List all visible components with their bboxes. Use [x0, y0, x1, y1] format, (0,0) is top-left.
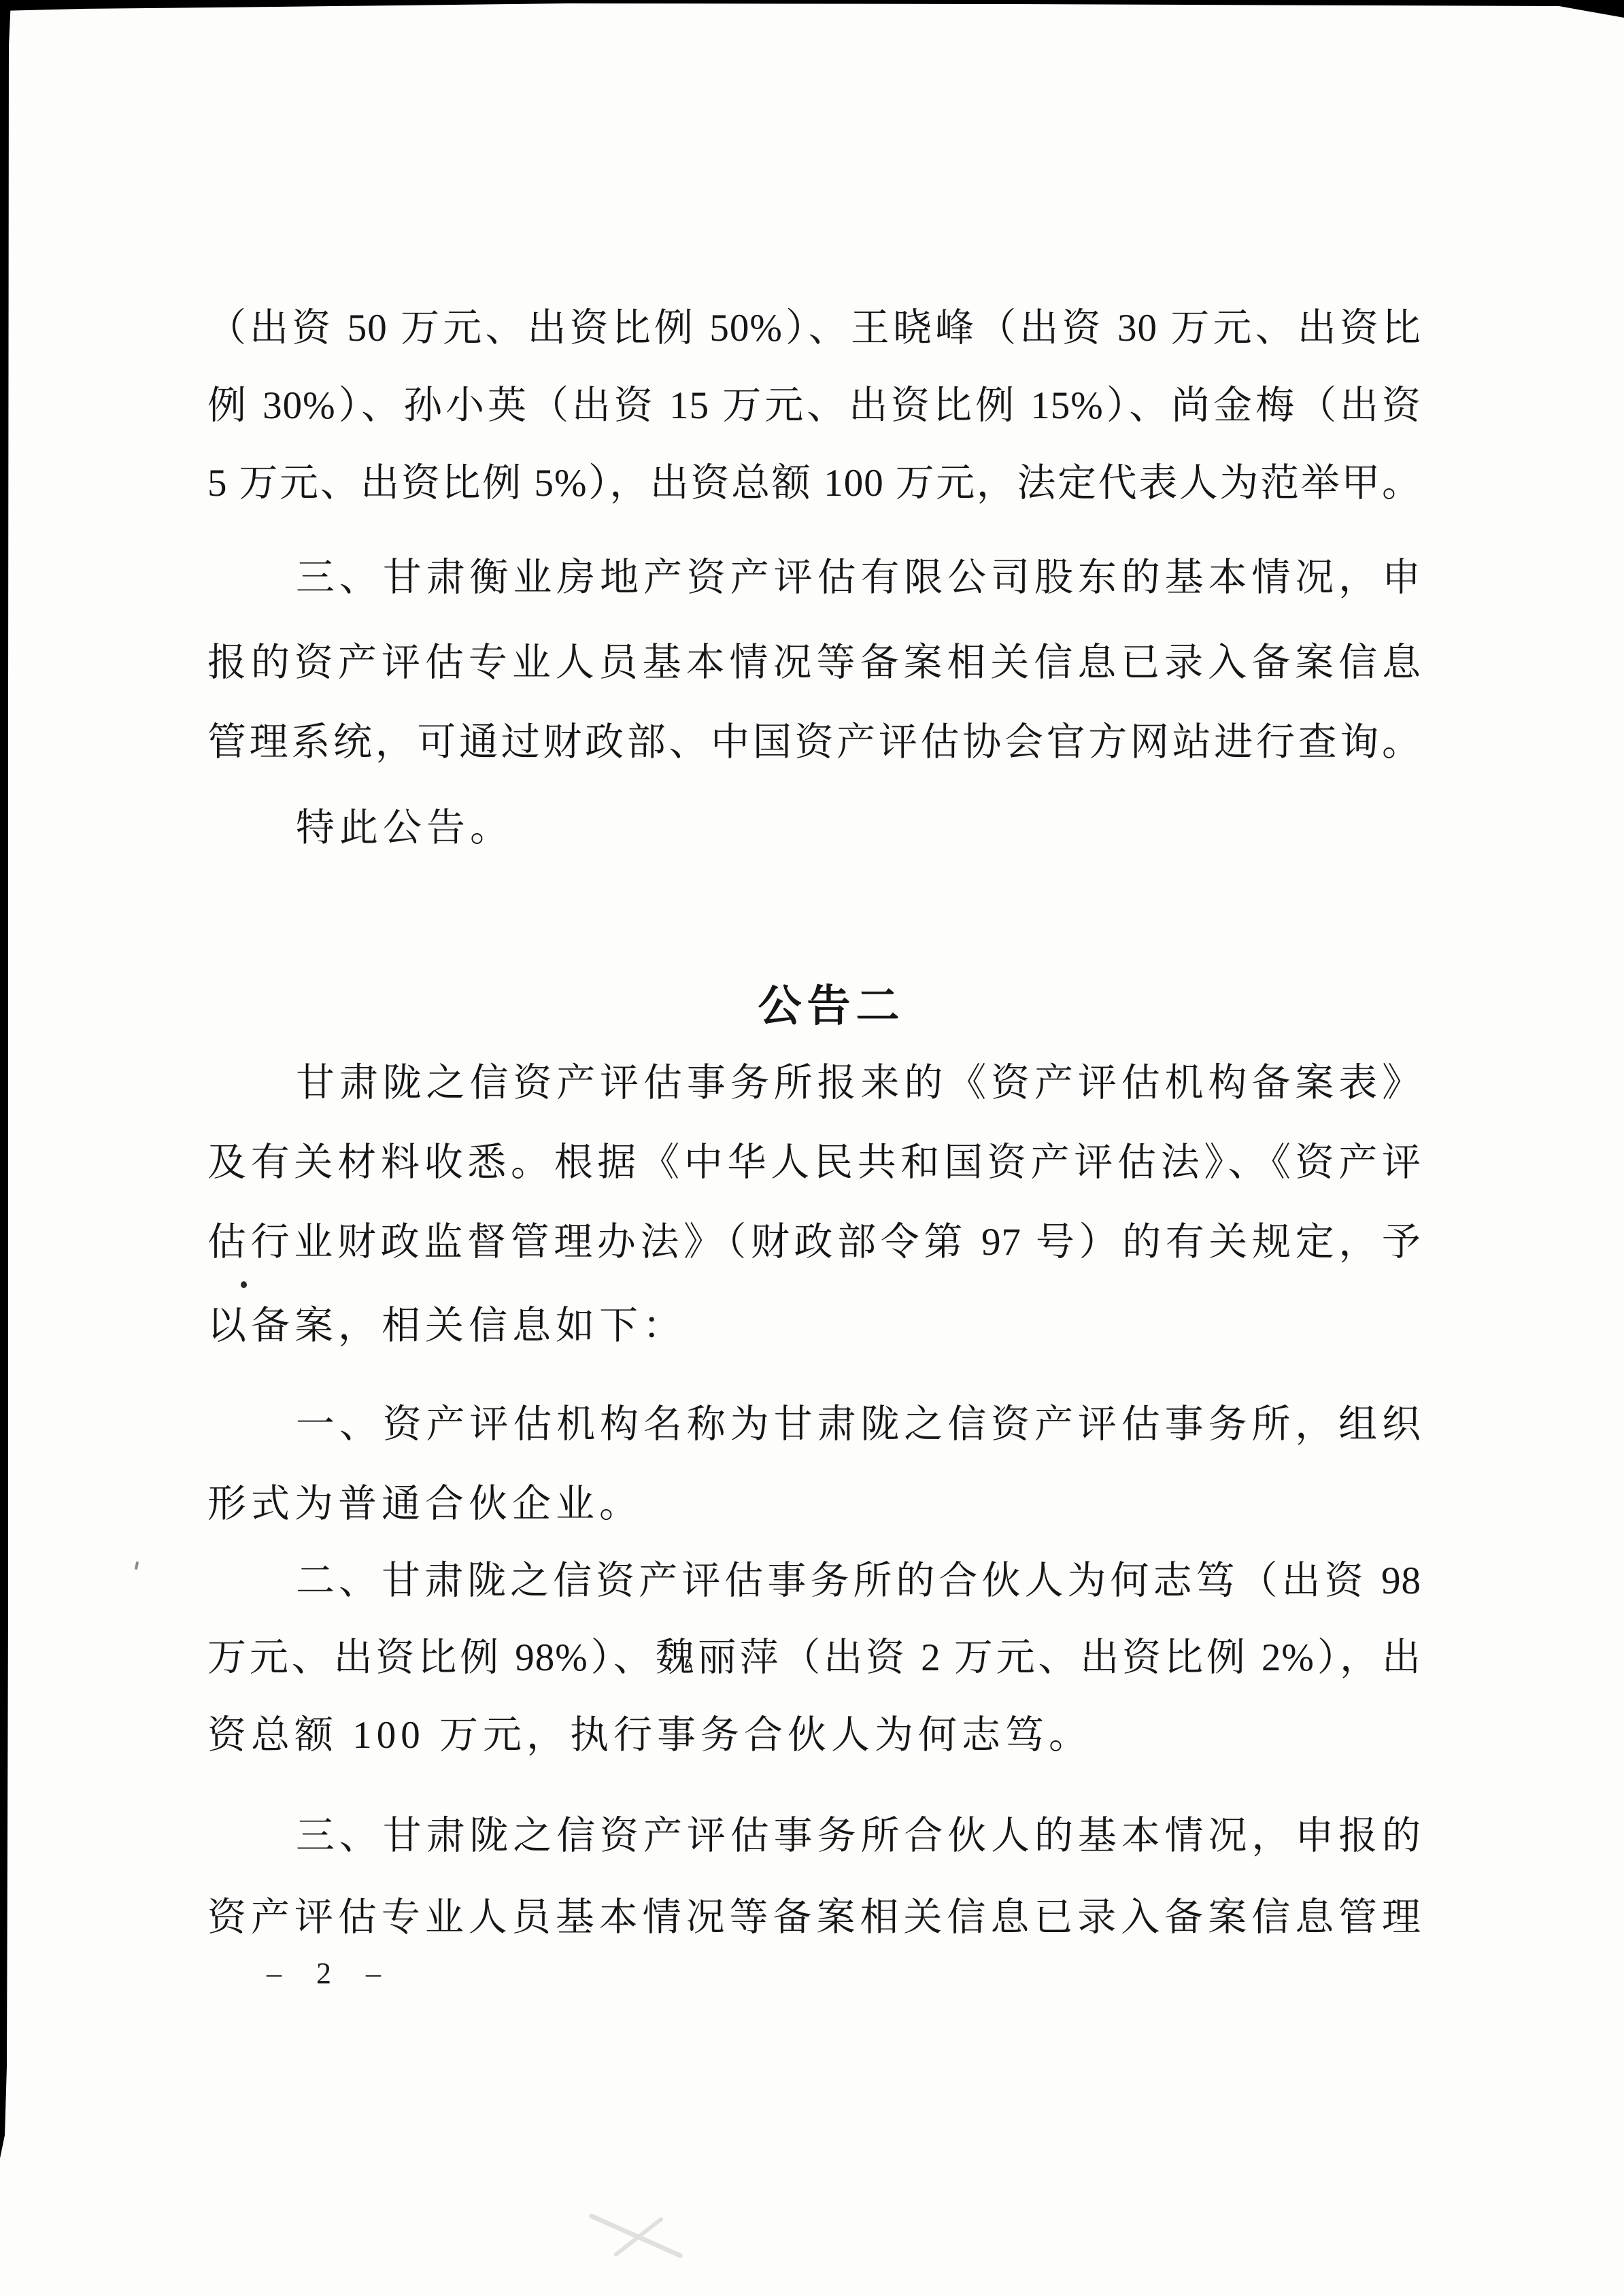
- text-line: （出资 50 万元、出资比例 50%）、王晓峰（出资 30 万元、出资比: [207, 307, 1421, 350]
- top-scan-edge-band: [0, 0, 1624, 20]
- ink-dot-artifact: [241, 1281, 247, 1288]
- text-line: 资产评估专业人员基本情况等备案相关信息已录入备案信息管理: [207, 1896, 1421, 1939]
- text-line: 三、甘肃衡业房地产资产评估有限公司股东的基本情况，申: [296, 556, 1421, 599]
- text-line: 报的资产评估专业人员基本情况等备案相关信息已录入备案信息: [207, 641, 1421, 684]
- text-line: 以备案，相关信息如下：: [207, 1304, 686, 1347]
- text-line: 二、甘肃陇之信资产评估事务所的合伙人为何志笃（出资 98: [296, 1559, 1421, 1602]
- text-line: 例 30%）、孙小英（出资 15 万元、出资比例 15%）、尚金梅（出资: [207, 384, 1421, 427]
- section-heading: 公告二: [758, 982, 905, 1030]
- text-line: 一、资产评估机构名称为甘肃陇之信资产评估事务所，组织: [296, 1403, 1421, 1446]
- text-line: 甘肃陇之信资产评估事务所报来的《资产评估机构备案表》: [296, 1062, 1421, 1104]
- pencil-smudge-artifact: [585, 2216, 700, 2257]
- text-line: 估行业财政监督管理办法》（财政部令第 97 号）的有关规定，予: [207, 1221, 1421, 1264]
- text-line: 及有关材料收悉。根据《中华人民共和国资产评估法》、《资产评: [207, 1141, 1421, 1184]
- text-line: 特此公告。: [296, 807, 513, 849]
- text-line: 管理系统，可通过财政部、中国资产评估协会官方网站进行查询。: [207, 721, 1421, 764]
- text-line: 形式为普通合伙企业。: [207, 1483, 643, 1525]
- text-line: 三、甘肃陇之信资产评估事务所合伙人的基本情况，申报的: [296, 1814, 1421, 1857]
- page-number: – 2 –: [267, 1957, 394, 1990]
- ink-speck-artifact: [135, 1561, 139, 1570]
- text-line: 5 万元、出资比例 5%），出资总额 100 万元，法定代表人为范举甲。: [207, 462, 1421, 505]
- text-line: 资总额 100 万元，执行事务合伙人为何志笃。: [207, 1714, 1092, 1757]
- text-line: 万元、出资比例 98%）、魏丽萍（出资 2 万元、出资比例 2%），出: [207, 1636, 1421, 1679]
- left-scan-edge-band: [0, 0, 14, 2296]
